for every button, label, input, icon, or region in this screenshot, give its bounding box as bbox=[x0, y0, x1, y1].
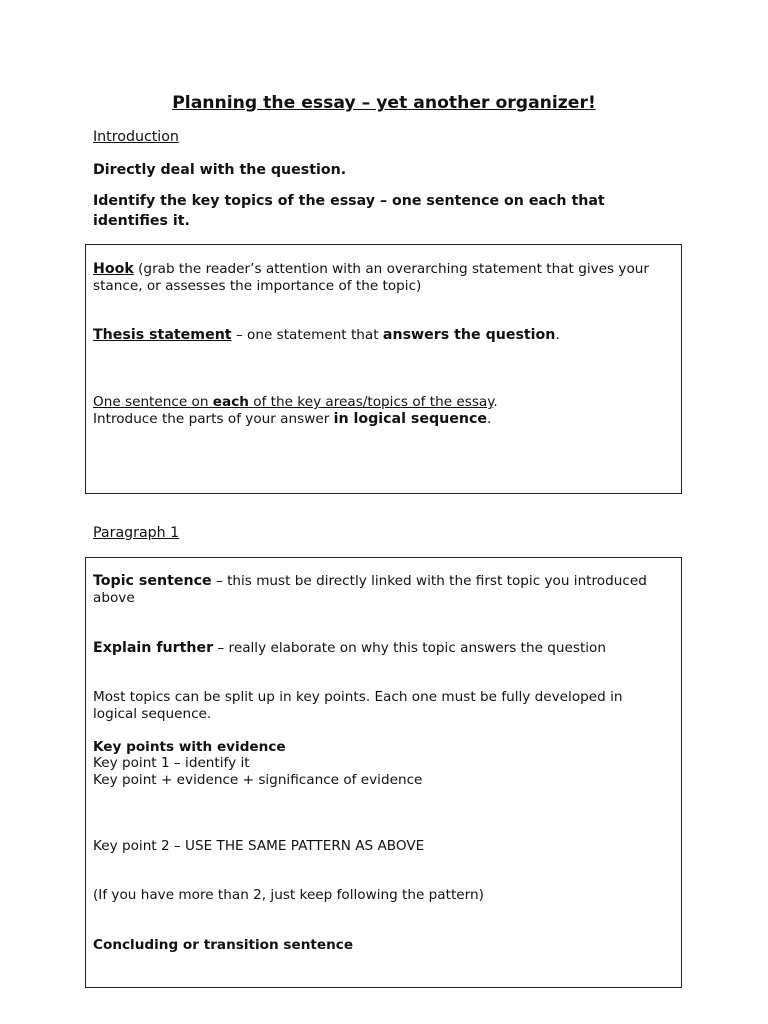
hook-text bbox=[93, 261, 678, 294]
parts-bold: in logical sequence bbox=[333, 410, 488, 427]
topic-sentence-text bbox=[93, 573, 678, 606]
one-sentence-text bbox=[93, 394, 678, 427]
thesis-bold: answers the question bbox=[382, 327, 556, 343]
parts-end: . bbox=[487, 410, 492, 427]
topic-sentence-label: Topic sentence bbox=[93, 573, 212, 589]
split-topics-text: Most topics can be split up in key points. Each one must be fully developed in logical sequence. bbox=[93, 689, 623, 722]
explain-further-description: – really elaborate on why this topic answers the question bbox=[213, 640, 606, 656]
key-point-pattern: Key point + evidence + significance of evidence bbox=[93, 772, 423, 788]
page-title: Planning the essay – yet another organizer! bbox=[172, 93, 596, 113]
thesis-label: Thesis statement bbox=[93, 327, 232, 343]
key-point-1: Key point 1 – identify it bbox=[93, 755, 250, 771]
explain-further-text bbox=[93, 640, 678, 657]
sentence-each: each bbox=[212, 394, 249, 410]
paragraph1-heading: Paragraph 1 bbox=[93, 525, 180, 541]
parts-start: Introduce the parts of your answer bbox=[93, 410, 334, 427]
more-points-note: (If you have more than 2, just keep following the pattern) bbox=[93, 887, 484, 903]
introduction-line-deal-with-question: Directly deal with the question. bbox=[93, 162, 347, 178]
thesis-mid: – one statement that bbox=[231, 327, 383, 343]
hook-label: Hook bbox=[93, 261, 134, 277]
thesis-text bbox=[93, 327, 678, 344]
key-points-label: Key points with evidence bbox=[93, 739, 286, 755]
concluding-sentence-label: Concluding or transition sentence bbox=[93, 937, 354, 953]
introduction-line-key-topics: Identify the key topics of the essay – one sentence on each that identifies it. bbox=[93, 193, 605, 229]
topic-sentence-description: – this must be directly linked with the first topic you introduced above bbox=[93, 573, 647, 606]
sentence-rest: of the key areas/topics of the essay bbox=[248, 394, 494, 410]
hook-description: (grab the reader’s attention with an overarching statement that gives your stance, or assesses the importance of the topic) bbox=[93, 261, 649, 294]
introduction-heading: Introduction bbox=[93, 129, 179, 145]
thesis-end: . bbox=[555, 327, 560, 343]
one-sentence-underlined bbox=[93, 394, 493, 410]
key-point-2: Key point 2 – USE THE SAME PATTERN AS ABOVE bbox=[93, 838, 425, 854]
sentence-start: One sentence on bbox=[93, 394, 213, 410]
explain-further-label: Explain further bbox=[93, 640, 214, 656]
sentence-end: . bbox=[493, 394, 498, 410]
